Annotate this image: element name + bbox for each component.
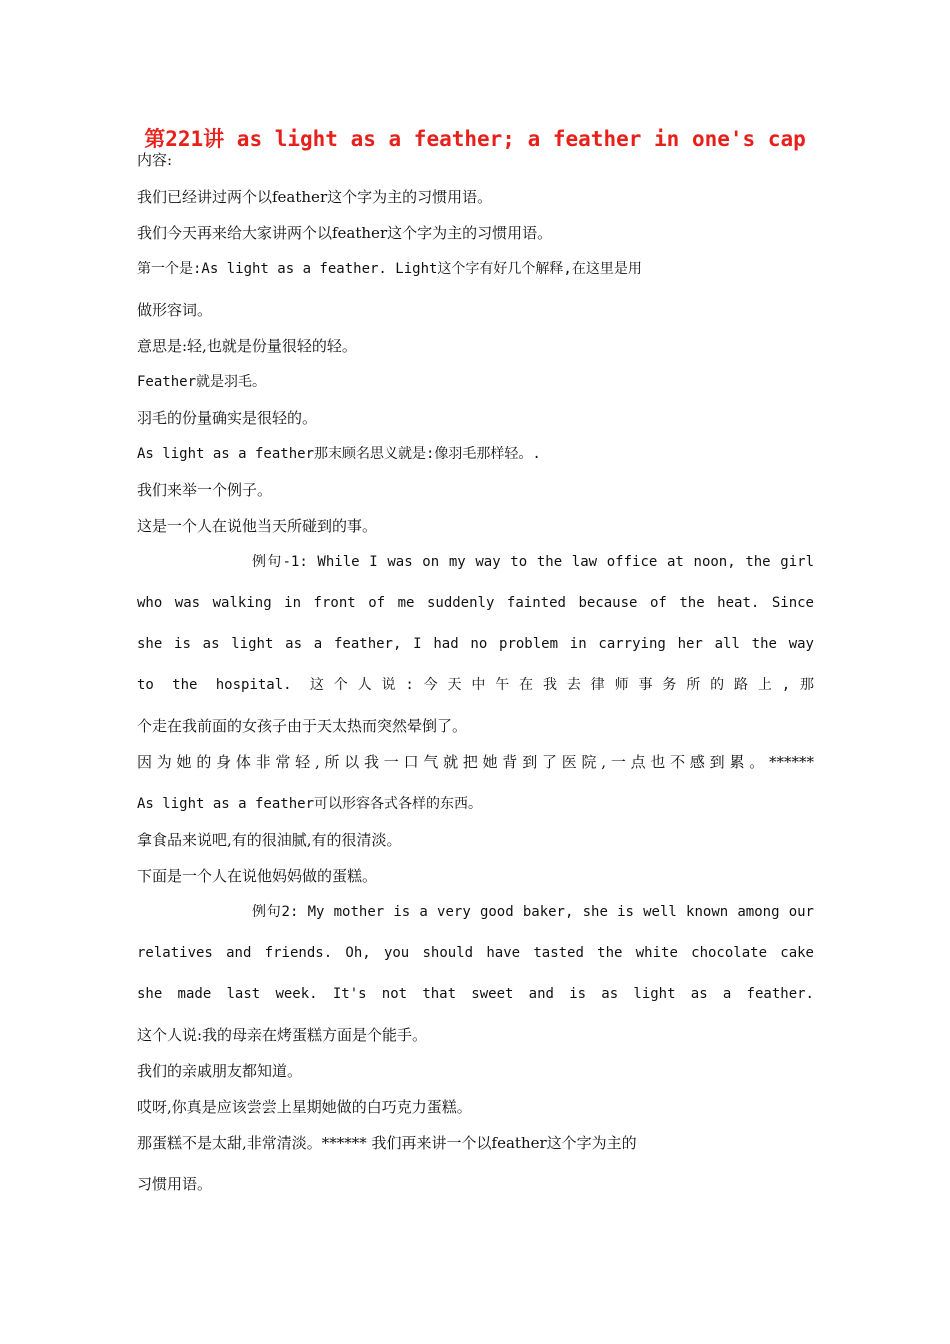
text-line: 我们的亲戚朋友都知道。 (137, 1062, 303, 1080)
text-line: 下面是一个人在说他妈妈做的蛋糕。 (137, 867, 378, 885)
text-line: 内容: (137, 151, 173, 169)
example-1-line: who was walking in front of me suddenly fainted because of the heat. Since (137, 595, 814, 611)
lesson-title: 第221讲 as light as a feather; a feather in one's cap (144, 127, 806, 151)
text-line: 那蛋糕不是太甜,非常清淡。****** 我们再来讲一个以feather这个字为主的 (137, 1134, 637, 1152)
example-1-line: to the hospital. 这个人说:今天中午在我去律师事务所的路上,那 (137, 677, 814, 693)
text-line: 我们来举一个例子。 (137, 481, 273, 499)
example-2-line: 例句2: My mother is a very good baker, she is well known among our (252, 904, 814, 920)
text-line: 意思是:轻,也就是份量很轻的轻。 (137, 337, 357, 355)
text-line: 因为她的身体非常轻,所以我一口气就把她背到了医院,一点也不感到累。****** (137, 753, 814, 771)
text-line: As light as a feather那末顾名思义就是:像羽毛那样轻。. (137, 446, 541, 462)
example-1-line: she is as light as a feather, I had no problem in carrying her all the way (137, 636, 814, 652)
text-line: 羽毛的份量确实是很轻的。 (137, 409, 318, 427)
example-2-line: relatives and friends. Oh, you should have tasted the white chocolate cake (137, 945, 814, 961)
text-line: 我们今天再来给大家讲两个以feather这个字为主的习惯用语。 (137, 224, 553, 242)
text-line: 拿食品来说吧,有的很油腻,有的很清淡。 (137, 831, 402, 849)
text-line: 这是一个人在说他当天所碰到的事。 (137, 517, 378, 535)
text-line: As light as a feather可以形容各式各样的东西。 (137, 796, 483, 812)
text-line: 这个人说:我的母亲在烤蛋糕方面是个能手。 (137, 1026, 428, 1044)
example-2-line: she made last week. It's not that sweet and is as light as a feather. (137, 986, 814, 1002)
text-line: Feather就是羽毛。 (137, 374, 267, 390)
example-1-line: 例句-1: While I was on my way to the law office at noon, the girl (252, 554, 814, 570)
text-line: 我们已经讲过两个以feather这个字为主的习惯用语。 (137, 188, 493, 206)
text-line: 个走在我前面的女孩子由于天太热而突然晕倒了。 (137, 717, 468, 735)
text-line: 第一个是:As light as a feather. Light这个字有好几个解释,在这里是用 (137, 261, 642, 277)
text-line: 做形容词。 (137, 301, 213, 319)
text-line: 习惯用语。 (137, 1175, 213, 1193)
text-line: 哎呀,你真是应该尝尝上星期她做的白巧克力蛋糕。 (137, 1098, 472, 1116)
